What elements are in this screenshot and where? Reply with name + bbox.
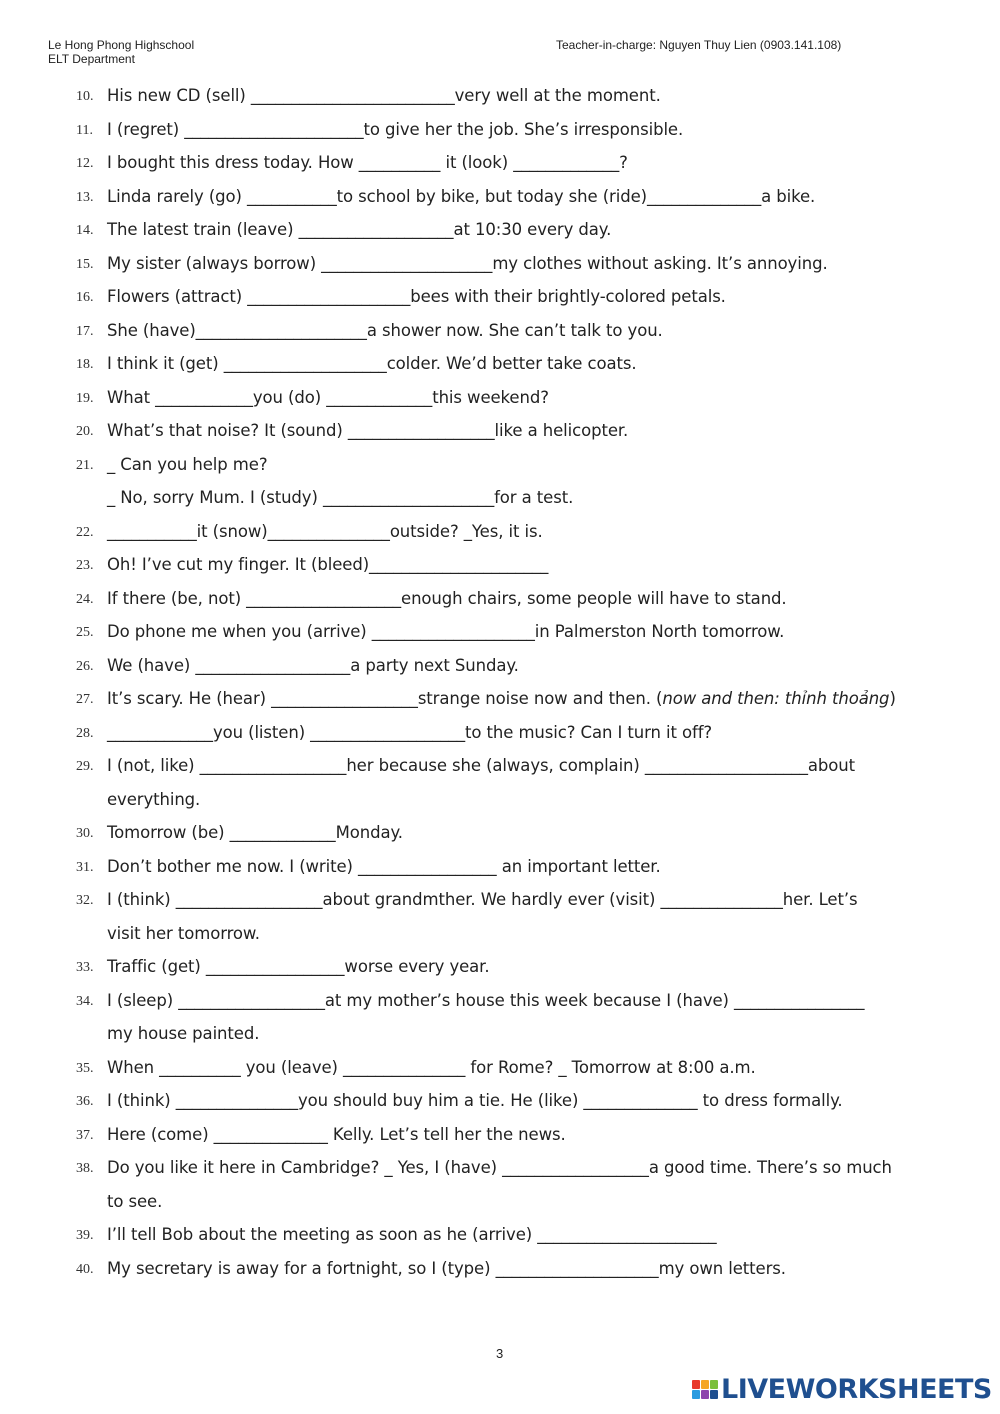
question-row xyxy=(76,183,956,217)
question-text-main: to see. xyxy=(107,1191,163,1211)
question-number: 10. xyxy=(76,89,94,104)
page-number: 3 xyxy=(496,1346,504,1361)
question-text xyxy=(107,924,260,943)
question-text xyxy=(107,1125,566,1144)
question-number: 36. xyxy=(76,1094,94,1109)
question-text-main: I bought this dress today. How __________ it (look) _____________? xyxy=(107,153,628,172)
question-text xyxy=(107,254,828,273)
question-text-main: Linda rarely (go) ___________to school by bike, but today she (ride)______________a bike. xyxy=(107,186,816,206)
question-text xyxy=(107,589,787,608)
question-number: 30. xyxy=(76,826,94,841)
question-row xyxy=(76,518,956,552)
question-number: 33. xyxy=(76,960,94,975)
question-number: 18. xyxy=(76,357,94,372)
question-row xyxy=(76,1221,956,1255)
logo-square xyxy=(710,1390,718,1399)
question-text-main: I (not, like) __________________her because she (always, complain) ____________________about xyxy=(107,756,856,775)
question-row xyxy=(76,82,956,116)
question-number: 29. xyxy=(76,759,94,774)
question-row xyxy=(76,1188,956,1222)
question-text xyxy=(107,555,548,574)
question-text-main: Do you like it here in Cambridge? _ Yes, I (have) __________________a good time. There’s so much xyxy=(107,1158,892,1177)
question-text-main: My sister (always borrow) _____________________my clothes without asking. It’s annoying. xyxy=(107,253,828,273)
question-number: 35. xyxy=(76,1060,94,1076)
question-row xyxy=(76,1054,956,1088)
question-row xyxy=(76,920,956,954)
question-text xyxy=(107,756,855,775)
question-text xyxy=(107,388,549,407)
question-row xyxy=(76,417,956,451)
question-text-main: _ Can you help me? xyxy=(107,454,268,474)
logo-square xyxy=(701,1380,709,1389)
question-text-main: ___________it (snow)_______________outside? _Yes, it is. xyxy=(107,521,543,541)
logo-square xyxy=(710,1380,718,1389)
logo-mark-icon xyxy=(692,1380,718,1399)
question-text-main: everything. xyxy=(107,789,201,809)
question-number: 38. xyxy=(76,1161,94,1176)
question-text-main: _____________you (listen) ___________________to the music? Can I turn it off? xyxy=(107,722,713,742)
question-text xyxy=(107,957,490,976)
header-left xyxy=(48,38,194,66)
question-row xyxy=(76,1087,956,1121)
question-row xyxy=(76,1255,956,1289)
question-row xyxy=(76,953,956,987)
question-row xyxy=(76,283,956,317)
question-note-italic: now and then: thỉnh thoảng xyxy=(662,689,890,708)
question-text-main: Do phone me when you (arrive) ____________________in Palmerston North tomorrow. xyxy=(107,622,785,641)
question-number: 15. xyxy=(76,256,94,272)
question-text-main: She (have)_____________________a shower now. She can’t talk to you. xyxy=(107,320,663,340)
question-text xyxy=(107,86,661,105)
question-number: 22. xyxy=(76,524,94,540)
question-text-main: visit her tomorrow. xyxy=(107,923,260,943)
question-text xyxy=(107,153,628,172)
question-text xyxy=(107,656,519,675)
question-text-main: Tomorrow (be) _____________Monday. xyxy=(107,823,403,842)
question-note-tail: ) xyxy=(889,689,896,708)
question-row xyxy=(76,987,956,1021)
question-text-main: I (think) __________________about grandmther. We hardly ever (visit) _______________her. Let’s xyxy=(107,890,858,909)
question-text xyxy=(107,488,573,507)
question-row xyxy=(76,585,956,619)
question-text xyxy=(107,1259,786,1278)
question-text xyxy=(107,823,403,842)
question-number: 26. xyxy=(76,658,94,674)
question-text xyxy=(107,1158,892,1177)
question-text xyxy=(107,857,661,876)
question-row xyxy=(76,719,956,753)
question-text-main: I (regret) ______________________to give her the job. She’s irresponsible. xyxy=(107,119,684,139)
question-row xyxy=(76,618,956,652)
question-row xyxy=(76,116,956,150)
question-row xyxy=(76,350,956,384)
question-text xyxy=(107,187,815,206)
question-row xyxy=(76,786,956,820)
question-text-main: Here (come) ______________ Kelly. Let’s tell her the news. xyxy=(107,1124,566,1144)
question-number: 28. xyxy=(76,725,94,741)
question-row xyxy=(76,551,956,585)
question-text xyxy=(107,421,628,440)
question-text-main: If there (be, not) ___________________enough chairs, some people will have to stand. xyxy=(107,588,787,608)
question-row xyxy=(76,1154,956,1188)
question-text-main: The latest train (leave) ___________________at 10:30 every day. xyxy=(107,220,612,239)
question-text xyxy=(107,790,200,809)
question-text xyxy=(107,522,543,541)
question-row xyxy=(76,752,956,786)
question-text xyxy=(107,354,636,373)
question-number: 27. xyxy=(76,692,94,707)
question-text-main: What ____________you (do) _____________this weekend? xyxy=(107,387,549,407)
question-text-main: I (think) _______________you should buy him a tie. He (like) ______________ to dress formally. xyxy=(107,1091,843,1110)
question-number: 39. xyxy=(76,1228,94,1243)
question-number: 12. xyxy=(76,156,94,171)
question-text-main: I (sleep) __________________at my mother’s house this week because I (have) ________________ xyxy=(107,990,865,1010)
question-row xyxy=(76,886,956,920)
question-number: 17. xyxy=(76,323,94,339)
question-text-main: It’s scary. He (hear) __________________strange noise now and then. ( xyxy=(107,689,663,708)
question-row xyxy=(76,451,956,485)
teacher-info: Teacher-in-charge: Nguyen Thuy Lien (0903.141.108) xyxy=(556,38,842,52)
question-text xyxy=(107,1024,259,1043)
question-text-main: Traffic (get) _________________worse every year. xyxy=(107,957,490,976)
question-text-main: When __________ you (leave) _______________ for Rome? _ Tomorrow at 8:00 a.m. xyxy=(107,1057,756,1077)
question-text-main: I’ll tell Bob about the meeting as soon as he (arrive) ______________________ xyxy=(107,1225,717,1244)
question-row xyxy=(76,1121,956,1155)
question-row xyxy=(76,652,956,686)
question-number: 24. xyxy=(76,591,94,607)
question-row xyxy=(76,484,956,518)
question-row xyxy=(76,149,956,183)
question-row xyxy=(76,685,956,719)
question-text xyxy=(107,1192,162,1211)
question-text xyxy=(107,689,896,708)
question-number: 23. xyxy=(76,558,94,573)
question-number: 19. xyxy=(76,390,94,406)
question-text-main: We (have) ___________________a party next Sunday. xyxy=(107,655,519,675)
question-row xyxy=(76,250,956,284)
question-text-main: Don’t bother me now. I (write) _________________ an important letter. xyxy=(107,856,661,876)
question-text-main: Flowers (attract) ____________________bees with their brightly-colored petals. xyxy=(107,287,726,306)
question-text xyxy=(107,455,268,474)
question-number: 20. xyxy=(76,424,94,439)
logo-square xyxy=(701,1390,709,1399)
question-row xyxy=(76,216,956,250)
question-row xyxy=(76,853,956,887)
question-text-main: What’s that noise? It (sound) __________________like a helicopter. xyxy=(107,421,629,440)
question-text xyxy=(107,890,858,909)
question-number: 34. xyxy=(76,993,94,1009)
question-list xyxy=(76,82,956,1288)
question-text xyxy=(107,1091,843,1110)
question-text xyxy=(107,220,611,239)
liveworksheets-logo[interactable] xyxy=(692,1374,992,1404)
question-row xyxy=(76,384,956,418)
question-number: 37. xyxy=(76,1127,94,1143)
question-row xyxy=(76,317,956,351)
logo-text: LIVEWORKSHEETS xyxy=(721,1373,992,1405)
question-number: 11. xyxy=(76,122,93,138)
question-text-main: I think it (get) ____________________colder. We’d better take coats. xyxy=(107,354,637,373)
question-text-main: Oh! I’ve cut my finger. It (bleed)______________________ xyxy=(107,555,549,574)
question-text xyxy=(107,1225,717,1244)
question-text-main: my house painted. xyxy=(107,1024,260,1043)
question-number: 25. xyxy=(76,625,94,640)
question-text xyxy=(107,321,663,340)
question-text-main: _ No, sorry Mum. I (study) _____________________for a test. xyxy=(107,488,574,507)
school-name: Le Hong Phong Highschool xyxy=(48,38,195,52)
question-number: 40. xyxy=(76,1261,94,1277)
question-text xyxy=(107,120,683,139)
question-number: 31. xyxy=(76,859,94,875)
question-text xyxy=(107,723,712,742)
question-number: 13. xyxy=(76,189,94,205)
question-text xyxy=(107,622,784,641)
question-row xyxy=(76,1020,956,1054)
question-number: 16. xyxy=(76,290,94,305)
question-row xyxy=(76,819,956,853)
logo-square xyxy=(692,1390,700,1399)
question-number: 14. xyxy=(76,223,94,238)
question-text-main: My secretary is away for a fortnight, so I (type) ____________________my own letters. xyxy=(107,1258,786,1278)
question-text xyxy=(107,287,726,306)
question-number: 32. xyxy=(76,893,94,908)
question-number: 21. xyxy=(76,457,94,473)
question-text xyxy=(107,991,864,1010)
question-text xyxy=(107,1058,756,1077)
question-text-main: His new CD (sell) _________________________very well at the moment. xyxy=(107,86,661,105)
logo-square xyxy=(692,1380,700,1389)
department-name: ELT Department xyxy=(48,52,135,66)
